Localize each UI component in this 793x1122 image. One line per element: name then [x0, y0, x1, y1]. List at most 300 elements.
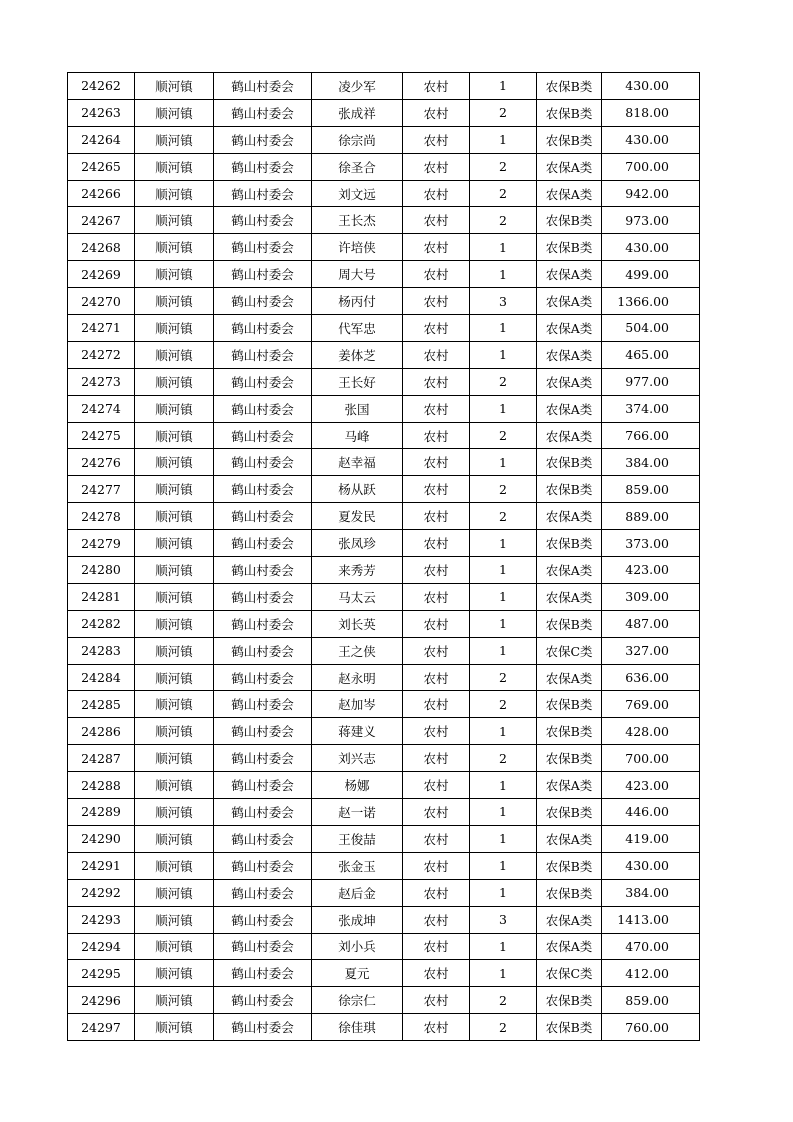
household-size-cell: 1	[470, 879, 537, 906]
area-type-cell: 农村	[403, 449, 470, 476]
insurance-category-cell: 农保B类	[537, 476, 602, 503]
table-row	[68, 449, 700, 476]
household-size-cell: 1	[470, 637, 537, 664]
table-row	[68, 745, 700, 772]
amount-cell: 446.00	[602, 799, 700, 826]
town-cell: 顺河镇	[135, 234, 214, 261]
amount-cell: 428.00	[602, 718, 700, 745]
area-type-cell: 农村	[403, 1014, 470, 1041]
person-name-cell: 王俊喆	[312, 825, 403, 852]
insurance-category-cell: 农保B类	[537, 799, 602, 826]
person-name-cell: 赵幸福	[312, 449, 403, 476]
town-cell: 顺河镇	[135, 476, 214, 503]
amount-cell: 942.00	[602, 180, 700, 207]
amount-cell: 419.00	[602, 825, 700, 852]
village-committee-cell: 鹤山村委会	[214, 234, 312, 261]
serial-number-cell: 24274	[68, 395, 135, 422]
insurance-category-cell: 农保B类	[537, 126, 602, 153]
amount-cell: 859.00	[602, 987, 700, 1014]
village-committee-cell: 鹤山村委会	[214, 718, 312, 745]
amount-cell: 309.00	[602, 583, 700, 610]
amount-cell: 373.00	[602, 530, 700, 557]
amount-cell: 430.00	[602, 234, 700, 261]
amount-cell: 760.00	[602, 1014, 700, 1041]
village-committee-cell: 鹤山村委会	[214, 368, 312, 395]
amount-cell: 465.00	[602, 341, 700, 368]
area-type-cell: 农村	[403, 368, 470, 395]
amount-cell: 766.00	[602, 422, 700, 449]
area-type-cell: 农村	[403, 422, 470, 449]
amount-cell: 430.00	[602, 852, 700, 879]
table-row	[68, 288, 700, 315]
household-size-cell: 2	[470, 153, 537, 180]
table-row	[68, 718, 700, 745]
town-cell: 顺河镇	[135, 960, 214, 987]
village-committee-cell: 鹤山村委会	[214, 933, 312, 960]
town-cell: 顺河镇	[135, 503, 214, 530]
insurance-category-cell: 农保B类	[537, 879, 602, 906]
serial-number-cell: 24267	[68, 207, 135, 234]
serial-number-cell: 24279	[68, 530, 135, 557]
town-cell: 顺河镇	[135, 530, 214, 557]
amount-cell: 423.00	[602, 557, 700, 584]
amount-cell: 384.00	[602, 879, 700, 906]
area-type-cell: 农村	[403, 852, 470, 879]
person-name-cell: 赵永明	[312, 664, 403, 691]
household-size-cell: 2	[470, 987, 537, 1014]
serial-number-cell: 24268	[68, 234, 135, 261]
town-cell: 顺河镇	[135, 664, 214, 691]
amount-cell: 977.00	[602, 368, 700, 395]
serial-number-cell: 24266	[68, 180, 135, 207]
village-committee-cell: 鹤山村委会	[214, 583, 312, 610]
serial-number-cell: 24273	[68, 368, 135, 395]
insurance-category-cell: 农保C类	[537, 637, 602, 664]
table-row	[68, 315, 700, 342]
town-cell: 顺河镇	[135, 180, 214, 207]
household-size-cell: 1	[470, 852, 537, 879]
area-type-cell: 农村	[403, 825, 470, 852]
serial-number-cell: 24270	[68, 288, 135, 315]
village-committee-cell: 鹤山村委会	[214, 906, 312, 933]
area-type-cell: 农村	[403, 637, 470, 664]
village-committee-cell: 鹤山村委会	[214, 557, 312, 584]
insurance-category-cell: 农保A类	[537, 906, 602, 933]
serial-number-cell: 24271	[68, 315, 135, 342]
table-row	[68, 960, 700, 987]
insurance-category-cell: 农保B类	[537, 718, 602, 745]
village-committee-cell: 鹤山村委会	[214, 799, 312, 826]
table-row	[68, 610, 700, 637]
table-row	[68, 476, 700, 503]
serial-number-cell: 24295	[68, 960, 135, 987]
town-cell: 顺河镇	[135, 637, 214, 664]
table-row	[68, 207, 700, 234]
table-row	[68, 691, 700, 718]
household-size-cell: 3	[470, 906, 537, 933]
insurance-category-cell: 农保A类	[537, 825, 602, 852]
household-size-cell: 1	[470, 315, 537, 342]
village-committee-cell: 鹤山村委会	[214, 261, 312, 288]
area-type-cell: 农村	[403, 718, 470, 745]
serial-number-cell: 24294	[68, 933, 135, 960]
household-size-cell: 1	[470, 126, 537, 153]
amount-cell: 423.00	[602, 772, 700, 799]
area-type-cell: 农村	[403, 745, 470, 772]
village-committee-cell: 鹤山村委会	[214, 503, 312, 530]
household-size-cell: 3	[470, 288, 537, 315]
insurance-category-cell: 农保A类	[537, 180, 602, 207]
person-name-cell: 来秀芳	[312, 557, 403, 584]
table-row	[68, 530, 700, 557]
serial-number-cell: 24280	[68, 557, 135, 584]
table-row	[68, 180, 700, 207]
village-committee-cell: 鹤山村委会	[214, 664, 312, 691]
area-type-cell: 农村	[403, 73, 470, 100]
amount-cell: 374.00	[602, 395, 700, 422]
village-committee-cell: 鹤山村委会	[214, 987, 312, 1014]
area-type-cell: 农村	[403, 799, 470, 826]
area-type-cell: 农村	[403, 960, 470, 987]
insurance-category-cell: 农保B类	[537, 449, 602, 476]
serial-number-cell: 24282	[68, 610, 135, 637]
table-row	[68, 799, 700, 826]
town-cell: 顺河镇	[135, 610, 214, 637]
village-committee-cell: 鹤山村委会	[214, 99, 312, 126]
household-size-cell: 2	[470, 664, 537, 691]
area-type-cell: 农村	[403, 153, 470, 180]
area-type-cell: 农村	[403, 610, 470, 637]
village-committee-cell: 鹤山村委会	[214, 530, 312, 557]
table-row	[68, 933, 700, 960]
town-cell: 顺河镇	[135, 799, 214, 826]
town-cell: 顺河镇	[135, 772, 214, 799]
insurance-category-cell: 农保A类	[537, 933, 602, 960]
table-row	[68, 99, 700, 126]
village-committee-cell: 鹤山村委会	[214, 637, 312, 664]
insurance-category-cell: 农保A类	[537, 395, 602, 422]
person-name-cell: 马太云	[312, 583, 403, 610]
person-name-cell: 张成坤	[312, 906, 403, 933]
household-size-cell: 1	[470, 960, 537, 987]
town-cell: 顺河镇	[135, 315, 214, 342]
village-committee-cell: 鹤山村委会	[214, 126, 312, 153]
area-type-cell: 农村	[403, 530, 470, 557]
household-size-cell: 1	[470, 261, 537, 288]
serial-number-cell: 24281	[68, 583, 135, 610]
household-size-cell: 1	[470, 583, 537, 610]
insurance-category-cell: 农保A类	[537, 315, 602, 342]
village-committee-cell: 鹤山村委会	[214, 288, 312, 315]
household-size-cell: 1	[470, 718, 537, 745]
household-size-cell: 2	[470, 691, 537, 718]
household-size-cell: 1	[470, 395, 537, 422]
household-size-cell: 1	[470, 530, 537, 557]
document-page	[67, 72, 699, 1041]
serial-number-cell: 24264	[68, 126, 135, 153]
amount-cell: 384.00	[602, 449, 700, 476]
person-name-cell: 杨从跃	[312, 476, 403, 503]
serial-number-cell: 24292	[68, 879, 135, 906]
serial-number-cell: 24263	[68, 99, 135, 126]
insurance-category-cell: 农保B类	[537, 610, 602, 637]
town-cell: 顺河镇	[135, 153, 214, 180]
area-type-cell: 农村	[403, 395, 470, 422]
household-size-cell: 2	[470, 368, 537, 395]
amount-cell: 636.00	[602, 664, 700, 691]
insurance-category-cell: 农保B类	[537, 99, 602, 126]
town-cell: 顺河镇	[135, 288, 214, 315]
household-size-cell: 2	[470, 180, 537, 207]
person-name-cell: 马峰	[312, 422, 403, 449]
town-cell: 顺河镇	[135, 449, 214, 476]
amount-cell: 470.00	[602, 933, 700, 960]
table-row	[68, 906, 700, 933]
village-committee-cell: 鹤山村委会	[214, 315, 312, 342]
town-cell: 顺河镇	[135, 126, 214, 153]
person-name-cell: 徐宗仁	[312, 987, 403, 1014]
person-name-cell: 徐圣合	[312, 153, 403, 180]
insurance-category-cell: 农保A类	[537, 341, 602, 368]
town-cell: 顺河镇	[135, 261, 214, 288]
amount-cell: 430.00	[602, 126, 700, 153]
town-cell: 顺河镇	[135, 691, 214, 718]
village-committee-cell: 鹤山村委会	[214, 852, 312, 879]
serial-number-cell: 24288	[68, 772, 135, 799]
insurance-category-cell: 农保A类	[537, 664, 602, 691]
table-row	[68, 503, 700, 530]
person-name-cell: 张国	[312, 395, 403, 422]
area-type-cell: 农村	[403, 261, 470, 288]
area-type-cell: 农村	[403, 315, 470, 342]
area-type-cell: 农村	[403, 126, 470, 153]
household-size-cell: 1	[470, 73, 537, 100]
person-name-cell: 周大号	[312, 261, 403, 288]
household-size-cell: 2	[470, 745, 537, 772]
amount-cell: 1366.00	[602, 288, 700, 315]
insurance-category-cell: 农保B类	[537, 691, 602, 718]
area-type-cell: 农村	[403, 99, 470, 126]
amount-cell: 700.00	[602, 153, 700, 180]
area-type-cell: 农村	[403, 476, 470, 503]
town-cell: 顺河镇	[135, 718, 214, 745]
area-type-cell: 农村	[403, 503, 470, 530]
person-name-cell: 刘兴志	[312, 745, 403, 772]
village-committee-cell: 鹤山村委会	[214, 207, 312, 234]
person-name-cell: 蒋建义	[312, 718, 403, 745]
table-row	[68, 368, 700, 395]
serial-number-cell: 24293	[68, 906, 135, 933]
household-size-cell: 2	[470, 422, 537, 449]
amount-cell: 859.00	[602, 476, 700, 503]
town-cell: 顺河镇	[135, 99, 214, 126]
insurance-category-cell: 农保A类	[537, 557, 602, 584]
serial-number-cell: 24278	[68, 503, 135, 530]
amount-cell: 499.00	[602, 261, 700, 288]
table-row	[68, 664, 700, 691]
village-committee-cell: 鹤山村委会	[214, 960, 312, 987]
town-cell: 顺河镇	[135, 933, 214, 960]
person-name-cell: 夏发民	[312, 503, 403, 530]
serial-number-cell: 24284	[68, 664, 135, 691]
person-name-cell: 夏元	[312, 960, 403, 987]
person-name-cell: 王长好	[312, 368, 403, 395]
town-cell: 顺河镇	[135, 987, 214, 1014]
serial-number-cell: 24269	[68, 261, 135, 288]
person-name-cell: 刘长英	[312, 610, 403, 637]
serial-number-cell: 24275	[68, 422, 135, 449]
village-committee-cell: 鹤山村委会	[214, 449, 312, 476]
household-size-cell: 1	[470, 825, 537, 852]
table-row	[68, 637, 700, 664]
insurance-category-cell: 农保A类	[537, 153, 602, 180]
serial-number-cell: 24272	[68, 341, 135, 368]
amount-cell: 487.00	[602, 610, 700, 637]
serial-number-cell: 24286	[68, 718, 135, 745]
household-size-cell: 1	[470, 799, 537, 826]
amount-cell: 769.00	[602, 691, 700, 718]
village-committee-cell: 鹤山村委会	[214, 825, 312, 852]
insurance-category-cell: 农保A类	[537, 368, 602, 395]
town-cell: 顺河镇	[135, 395, 214, 422]
person-name-cell: 许培侠	[312, 234, 403, 261]
table-row	[68, 395, 700, 422]
household-size-cell: 2	[470, 99, 537, 126]
serial-number-cell: 24290	[68, 825, 135, 852]
person-name-cell: 杨娜	[312, 772, 403, 799]
household-size-cell: 1	[470, 557, 537, 584]
household-size-cell: 2	[470, 1014, 537, 1041]
area-type-cell: 农村	[403, 180, 470, 207]
area-type-cell: 农村	[403, 772, 470, 799]
village-committee-cell: 鹤山村委会	[214, 772, 312, 799]
area-type-cell: 农村	[403, 664, 470, 691]
village-committee-cell: 鹤山村委会	[214, 180, 312, 207]
insurance-category-cell: 农保A类	[537, 583, 602, 610]
area-type-cell: 农村	[403, 583, 470, 610]
village-committee-cell: 鹤山村委会	[214, 879, 312, 906]
table-row	[68, 772, 700, 799]
table-row	[68, 73, 700, 100]
person-name-cell: 张凤珍	[312, 530, 403, 557]
insurance-category-cell: 农保B类	[537, 530, 602, 557]
person-name-cell: 张金玉	[312, 852, 403, 879]
area-type-cell: 农村	[403, 906, 470, 933]
village-committee-cell: 鹤山村委会	[214, 153, 312, 180]
insurance-category-cell: 农保B类	[537, 745, 602, 772]
town-cell: 顺河镇	[135, 879, 214, 906]
serial-number-cell: 24285	[68, 691, 135, 718]
household-size-cell: 2	[470, 207, 537, 234]
person-name-cell: 赵后金	[312, 879, 403, 906]
village-committee-cell: 鹤山村委会	[214, 476, 312, 503]
serial-number-cell: 24276	[68, 449, 135, 476]
town-cell: 顺河镇	[135, 825, 214, 852]
table-row	[68, 261, 700, 288]
person-name-cell: 刘小兵	[312, 933, 403, 960]
village-committee-cell: 鹤山村委会	[214, 341, 312, 368]
person-name-cell: 张成祥	[312, 99, 403, 126]
household-size-cell: 2	[470, 476, 537, 503]
town-cell: 顺河镇	[135, 1014, 214, 1041]
person-name-cell: 徐宗尚	[312, 126, 403, 153]
village-committee-cell: 鹤山村委会	[214, 1014, 312, 1041]
village-committee-cell: 鹤山村委会	[214, 73, 312, 100]
person-name-cell: 姜体芝	[312, 341, 403, 368]
serial-number-cell: 24277	[68, 476, 135, 503]
table-row	[68, 153, 700, 180]
area-type-cell: 农村	[403, 987, 470, 1014]
area-type-cell: 农村	[403, 557, 470, 584]
person-name-cell: 凌少军	[312, 73, 403, 100]
household-size-cell: 1	[470, 449, 537, 476]
household-size-cell: 1	[470, 772, 537, 799]
town-cell: 顺河镇	[135, 906, 214, 933]
insurance-category-cell: 农保A类	[537, 422, 602, 449]
town-cell: 顺河镇	[135, 368, 214, 395]
person-name-cell: 代军忠	[312, 315, 403, 342]
town-cell: 顺河镇	[135, 745, 214, 772]
data-table	[67, 72, 700, 1041]
table-row	[68, 583, 700, 610]
amount-cell: 818.00	[602, 99, 700, 126]
serial-number-cell: 24262	[68, 73, 135, 100]
serial-number-cell: 24265	[68, 153, 135, 180]
amount-cell: 700.00	[602, 745, 700, 772]
serial-number-cell: 24283	[68, 637, 135, 664]
area-type-cell: 农村	[403, 933, 470, 960]
person-name-cell: 赵一诺	[312, 799, 403, 826]
insurance-category-cell: 农保B类	[537, 852, 602, 879]
amount-cell: 327.00	[602, 637, 700, 664]
town-cell: 顺河镇	[135, 557, 214, 584]
town-cell: 顺河镇	[135, 583, 214, 610]
area-type-cell: 农村	[403, 234, 470, 261]
household-size-cell: 1	[470, 610, 537, 637]
village-committee-cell: 鹤山村委会	[214, 691, 312, 718]
village-committee-cell: 鹤山村委会	[214, 422, 312, 449]
insurance-category-cell: 农保B类	[537, 987, 602, 1014]
serial-number-cell: 24297	[68, 1014, 135, 1041]
village-committee-cell: 鹤山村委会	[214, 610, 312, 637]
town-cell: 顺河镇	[135, 852, 214, 879]
insurance-category-cell: 农保A类	[537, 288, 602, 315]
town-cell: 顺河镇	[135, 341, 214, 368]
table-row	[68, 852, 700, 879]
amount-cell: 412.00	[602, 960, 700, 987]
person-name-cell: 徐佳琪	[312, 1014, 403, 1041]
table-row	[68, 879, 700, 906]
table-body	[68, 73, 700, 1041]
town-cell: 顺河镇	[135, 73, 214, 100]
table-row	[68, 422, 700, 449]
insurance-category-cell: 农保B类	[537, 234, 602, 261]
table-row	[68, 557, 700, 584]
household-size-cell: 1	[470, 234, 537, 261]
table-row	[68, 234, 700, 261]
table-row	[68, 341, 700, 368]
person-name-cell: 王之侠	[312, 637, 403, 664]
amount-cell: 973.00	[602, 207, 700, 234]
person-name-cell: 赵加岑	[312, 691, 403, 718]
area-type-cell: 农村	[403, 341, 470, 368]
area-type-cell: 农村	[403, 207, 470, 234]
household-size-cell: 1	[470, 933, 537, 960]
amount-cell: 504.00	[602, 315, 700, 342]
town-cell: 顺河镇	[135, 207, 214, 234]
table-row	[68, 126, 700, 153]
area-type-cell: 农村	[403, 879, 470, 906]
